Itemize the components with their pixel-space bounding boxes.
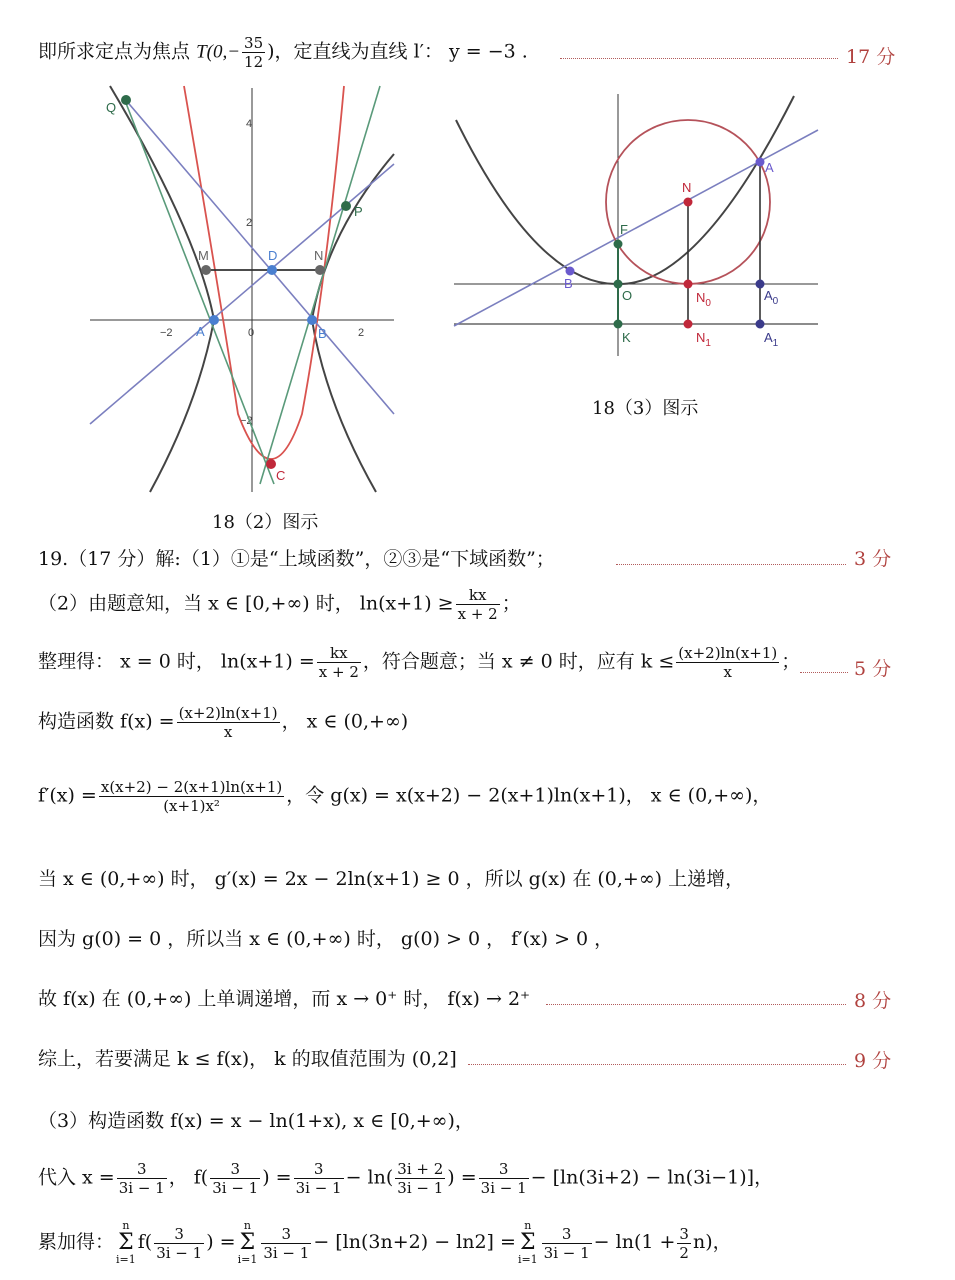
point-F xyxy=(614,240,623,249)
q19-derivative: f′(x) = $\frac{x(x+2) - 2(x+1)\ln(x+1)}{\text{(x+1)x²}}$ ，令 g(x) = x(x+2) − 2(x+1)ln(x+1)， x ∈ (0,+∞)， xyxy=(38,778,772,815)
label-A1: $A_1$ xyxy=(764,330,779,349)
label-D: D xyxy=(268,248,278,263)
score-3: 3 分 xyxy=(854,548,892,570)
tick-x-0: 0 xyxy=(248,327,255,339)
label-N: N xyxy=(682,180,692,195)
line-QB xyxy=(124,98,394,414)
point-C xyxy=(266,459,276,469)
tick-y-neg2: −2 xyxy=(240,415,253,427)
point-N1 xyxy=(684,320,693,329)
label-A0: $A_0$ xyxy=(764,288,779,307)
score-leader xyxy=(468,1064,846,1065)
q19-part1: 19.（17 分）解:（1）①是“上域函数”，②③是“下域函数”； xyxy=(38,548,555,570)
point-N xyxy=(684,198,693,207)
tick-y-2: 2 xyxy=(246,217,253,229)
score-17: 17 分 xyxy=(846,46,896,68)
tick-y-4: 4 xyxy=(246,118,253,130)
q19-g-increasing: 当 x ∈ (0,+∞) 时， g′(x) = 2x − 2ln(x+1) ≥ 0 ，所以 g(x) 在 (0,+∞) 上递增， xyxy=(38,868,745,890)
point-A xyxy=(756,158,765,167)
label-N0: $N_0$ xyxy=(696,290,711,309)
q19-g-positive: 因为 g(0) = 0 ，所以当 x ∈ (0,+∞) 时， g(0) > 0 ， f′(x) > 0 ， xyxy=(38,928,614,950)
line-PC xyxy=(260,86,380,484)
label-A: A xyxy=(765,160,774,175)
point-D xyxy=(267,265,277,275)
label-F: F xyxy=(620,222,628,237)
q19-part2-rearrange: 整理得： x = 0 时， ln(x+1) = $\frac{kx}{x + 2}$ ，符合题意；当 x ≠ 0 时，应有 k ≤ $\frac{(x+2)\ln(x+1)}{x}$ ； xyxy=(38,644,801,681)
q19-k-range: 综上，若要满足 k ≤ f(x)， k 的取值范围为 (0,2] xyxy=(38,1048,457,1070)
fraction: $\frac{35}{12}$ xyxy=(244,34,264,71)
q19-sum: 累加得： n Σ i=1 f( $\frac{3}{3i - 1}$ ) = n Σ i=1 $\frac{3}{3i - 1}$ − [ln(3n+2) − ln2] = n Σ i=1 $\frac{3}{3i - 1}$ − ln(1 + $\frac{3}{2}$ n)， xyxy=(38,1219,732,1266)
label-M: M xyxy=(198,248,209,263)
label-Q: Q xyxy=(106,100,117,115)
point-B xyxy=(307,315,317,325)
q19-construct-f: 构造函数 f(x) = $\frac{(x+2)\ln(x+1)}{x}$ ， x ∈ (0,+∞) xyxy=(38,704,409,741)
label-N1: $N_1$ xyxy=(696,330,711,349)
caption-fig-18-2: 18（2）图示 xyxy=(212,512,319,533)
score-leader xyxy=(800,672,848,673)
label-B: B xyxy=(564,276,573,291)
label-K: K xyxy=(622,330,631,345)
point-P xyxy=(341,201,351,211)
point-K xyxy=(614,320,623,329)
score-leader xyxy=(616,564,846,565)
q19-f-monotone: 故 f(x) 在 (0,+∞) 上单调递增，而 x → 0⁺ 时， f(x) → 2⁺ xyxy=(38,988,531,1010)
score-leader xyxy=(560,58,838,59)
point-B xyxy=(566,267,575,276)
score-5: 5 分 xyxy=(854,658,892,680)
label-B: B xyxy=(318,326,327,341)
label-A: A xyxy=(196,324,205,339)
q19-part2-intro: （2）由题意知，当 x ∈ [0,+∞) 时， ln(x+1) ≥ $\frac{kx}{x + 2}$ ； xyxy=(38,586,521,623)
label-C: C xyxy=(276,468,286,483)
q19-substitute: 代入 x = $\frac{3}{3i - 1}$ ， f( $\frac{3}{3i - 1}$ ) = $\frac{3}{3i - 1}$ − ln( $\frac{3i + 2}{3i - 1}$ ) = $\frac{3}{3i - 1}$ − [ln(3i+2) − ln(3i−1)]， xyxy=(38,1160,774,1197)
score-leader xyxy=(546,1004,846,1005)
point-A xyxy=(209,315,219,325)
hyperbola-right xyxy=(312,154,394,492)
point-N xyxy=(315,265,325,275)
point-A1 xyxy=(756,320,765,329)
tick-x-2: 2 xyxy=(358,327,365,339)
point-M xyxy=(201,265,211,275)
q19-part3-intro: （3）构造函数 f(x) = x − ln(1+x), x ∈ [0,+∞)， xyxy=(38,1110,474,1132)
caption-fig-18-3: 18（3）图示 xyxy=(592,398,699,419)
label-N: N xyxy=(314,248,324,263)
score-9: 9 分 xyxy=(854,1050,892,1072)
figure-18-3 xyxy=(452,90,822,360)
point-Q xyxy=(121,95,131,105)
tick-x-neg2: −2 xyxy=(160,327,173,339)
line-conclusion: 即所求定点为焦点 T(0,− $\frac{35}{12}$ )，定直线为直线 l′： y = −3 . xyxy=(38,34,528,71)
score-8: 8 分 xyxy=(854,990,892,1012)
point-N0 xyxy=(684,280,693,289)
label-P: P xyxy=(354,204,363,219)
label-O: O xyxy=(622,288,633,303)
figure-18-2 xyxy=(88,84,398,496)
